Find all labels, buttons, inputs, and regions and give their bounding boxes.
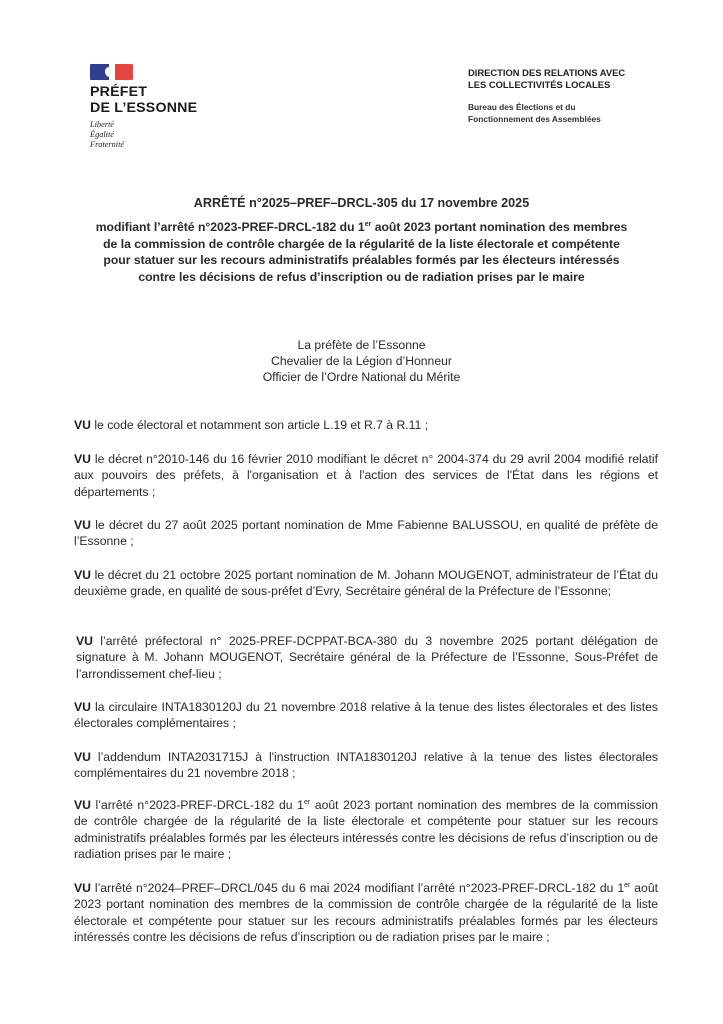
visa-sup: er [624, 881, 631, 889]
republic-motto [90, 120, 197, 150]
visa-sup: er [303, 798, 311, 806]
visa-text: août 2023 portant nomination des membres de la commission de contrôle chargée de la régularité de la liste électorale et compétente pour statuer sur les recours administratifs préalables formés par les électeurs intéressés contre les décisions de refus d’inscription ou de radiation prises par le maire ; [74, 881, 658, 945]
signing-authority [0, 337, 723, 385]
visa-paragraph [76, 633, 658, 682]
visa-keyword: VU [74, 750, 91, 764]
subject-part2: août 2023 portant nomination des membres de la commission de contrôle chargée de la régularité de la liste électorale et compétente pour statuer sur les recours administratifs préalables formés par les électeurs intéressés contre les décisions de refus d’inscription ou de radiation prises par le maire [103, 220, 628, 284]
visa-paragraph [74, 567, 658, 600]
motto-liberte: Liberté [90, 120, 114, 129]
visa-text: le décret du 27 août 2025 portant nomination de Mme Fabienne BALUSSOU, en qualité de préfète de l’Essonne ; [74, 518, 658, 549]
visa-keyword: VU [74, 518, 91, 532]
logo-title-line1: PRÉFET [90, 84, 148, 100]
subject-sup: er [364, 220, 372, 228]
visa-keyword: VU [74, 452, 91, 466]
arrete-subject [90, 219, 633, 285]
motto-egalite: Égalité [90, 130, 114, 139]
visa-text: l’addendum INTA2031715J à l'instruction INTA1830120J relative à la tenue des listes électorales complémentaires du 21 novembre 2018 ; [74, 750, 658, 781]
authority-line2: Chevalier de la Légion d’Honneur [271, 354, 452, 368]
authority-line3: Officier de l’Ordre National du Mérite [262, 370, 461, 384]
visa-text-before-sup: l’arrêté n°2024–PREF–DRCL/045 du 6 mai 2024 modifiant l’arrêté n°2023-PREF-DRCL-182 du 1 [90, 881, 625, 895]
motto-fraternite: Fraternité [90, 140, 125, 149]
prefecture-logo [90, 64, 197, 150]
visa-paragraph [74, 749, 658, 782]
visa-paragraph [74, 797, 658, 863]
visa-paragraph [74, 880, 658, 946]
direction-line2: LES COLLECTIVITÉS LOCALES [468, 79, 611, 90]
visa-text: le code électoral et notamment son article L.19 et R.7 à R.11 ; [90, 418, 429, 432]
marianne-flag-icon [90, 64, 133, 80]
visa-keyword: VU [74, 881, 91, 895]
logo-title-line2: DE L’ESSONNE [90, 100, 198, 116]
visa-paragraph [74, 451, 658, 500]
authority-line1: La préfète de l’Essonne [297, 338, 426, 352]
visa-keyword: VU [74, 418, 91, 432]
visa-keyword: VU [74, 700, 91, 714]
visa-paragraph [74, 417, 658, 433]
issuing-direction [468, 67, 625, 125]
bureau-line2: Fonctionnement des Assemblées [468, 114, 601, 124]
visa-text-before-sup: l’arrêté n°2023-PREF-DRCL-182 du 1 [90, 798, 304, 812]
visa-keyword: VU [76, 634, 93, 648]
arrete-title: ARRÊTÉ n°2025–PREF–DRCL-305 du 17 novembre 2025 [193, 196, 530, 210]
visa-text: le décret du 21 octobre 2025 portant nomination de M. Johann MOUGENOT, administrateur de l’État du deuxième grade, en qualité de sous-préfet d’Evry, Secrétaire général de la Préfecture de l’Essonne; [74, 568, 658, 599]
visa-text: l’arrêté préfectoral n° 2025-PREF-DCPPAT-BCA-380 du 3 novembre 2025 portant délégation de signature à M. Johann MOUGENOT, Secrétaire général de la Préfecture de l’Essonne, Sous-Préfet de l’arrondissement chef-lieu ; [76, 634, 658, 681]
visa-text: la circulaire INTA1830120J du 21 novembre 2018 relative à la tenue des listes électorales et des listes électorales complémentaires ; [74, 700, 658, 731]
visa-paragraph [74, 699, 658, 732]
visa-text: le décret n°2010-146 du 16 février 2010 modifiant le décret n° 2004-374 du 29 avril 2004 modifié relatif aux pouvoirs des préfets, à l'organisation et à l'action des services de l'État dans les régions et départements ; [74, 452, 658, 499]
direction-line1: DIRECTION DES RELATIONS AVEC [468, 67, 626, 78]
visa-text: août 2023 portant nomination des membres de la commission de contrôle chargée de la régularité de la liste électorale et compétente pour statuer sur les recours administratifs préalables formés par les électeurs intéressés contre les décisions de refus d’inscription ou de radiation prises par le maire ; [74, 798, 658, 862]
visa-keyword: VU [74, 798, 91, 812]
subject-part1: modifiant l’arrêté n°2023-PREF-DRCL-182 du 1 [95, 220, 365, 234]
visa-paragraph [74, 517, 658, 550]
visa-keyword: VU [74, 568, 91, 582]
bureau-line1: Bureau des Élections et du [468, 102, 576, 112]
